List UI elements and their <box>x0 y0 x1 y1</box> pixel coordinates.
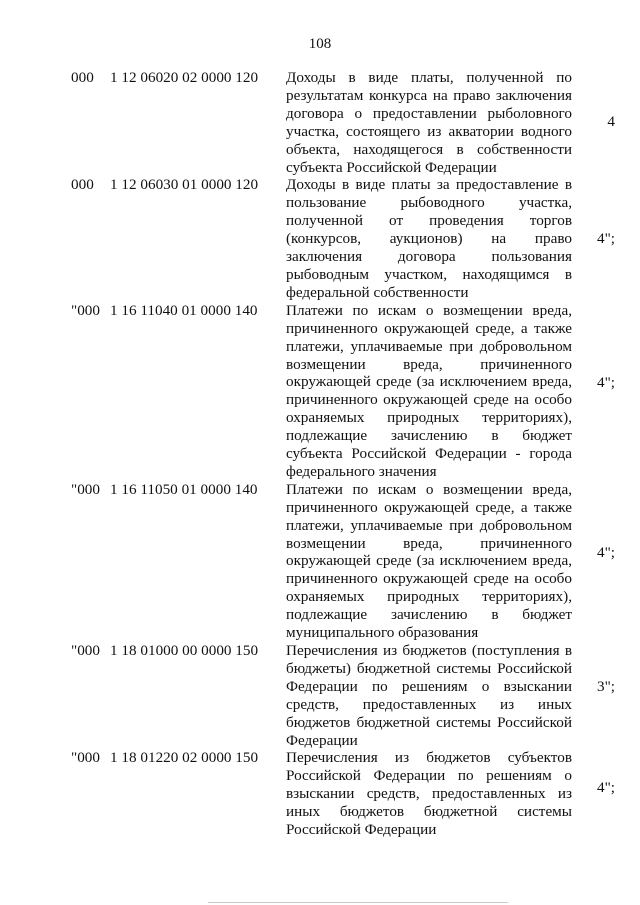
budget-classification-code: 1 12 06020 02 0000 120 <box>110 69 259 86</box>
admin-code: "000 <box>71 480 100 498</box>
standard-value: 4"; <box>596 779 615 797</box>
income-description: Доходы в виде платы за предоставление в пользование рыбоводного участка, полученной от проведения торгов (конкурсов, аукционов) на право заключения договора пользования рыбоводным участком, находящимся в федеральной собственности <box>286 176 572 301</box>
income-description: Перечисления из бюджетов (поступления в бюджеты) бюджетной системы Российской Федерации по решениям о взыскании средств, предоставленных из иных бюджетов бюджетной системы Российской Федерации <box>286 642 572 749</box>
budget-classification-code: 1 18 01220 02 0000 150 <box>110 749 259 767</box>
budget-code-table <box>0 69 640 839</box>
standard-value: 4"; <box>596 543 615 561</box>
standard-value: 4"; <box>596 230 615 248</box>
table-row <box>0 176 640 301</box>
standard-value: 4 <box>607 113 615 130</box>
income-description: Доходы в виде платы, полученной по результатам конкурса на право заключения договора о предоставлении рыболовного участка, состоящего из акватории водного объекта, находящегося в собственности субъекта Российской Федерации <box>286 69 572 176</box>
income-description: Платежи по искам о возмещении вреда, причиненного окружающей среде, а также платежи, уплачиваемые при добровольном возмещении вреда, причиненного окружающей среде (за исключением вреда, причиненного окружающей среде на особо охраняемых природных территориях), подлежащие зачислению в бюджет муниципального образования <box>286 480 572 642</box>
budget-classification-code: 1 12 06030 01 0000 120 <box>110 176 259 194</box>
income-description: Платежи по искам о возмещении вреда, причиненного окружающей среде, а также платежи, уплачиваемые при добровольном возмещении вреда, причиненного окружающей среде (за исключением вреда, причиненного окружающей среде на особо охраняемых природных территориях), подлежащие зачислению в бюджет субъекта Российской Федерации - города федерального значения <box>286 301 572 480</box>
admin-code: 000 <box>71 69 94 86</box>
table-row <box>0 481 640 642</box>
table-row <box>0 642 640 749</box>
table-row <box>0 69 640 176</box>
bottom-edge-line <box>208 902 508 903</box>
page-number: 108 <box>308 36 332 52</box>
table-row <box>0 749 640 839</box>
budget-classification-code: 1 16 11050 01 0000 140 <box>110 480 258 498</box>
admin-code: "000 <box>71 642 100 659</box>
table-row <box>0 302 640 481</box>
budget-classification-code: 1 18 01000 00 0000 150 <box>110 642 259 659</box>
income-description: Перечисления из бюджетов субъектов Российской Федерации по решениям о взыскании средств, предоставленных из иных бюджетов бюджетной системы Российской Федерации <box>286 749 572 839</box>
budget-classification-code: 1 16 11040 01 0000 140 <box>110 301 258 319</box>
admin-code: "000 <box>71 301 100 319</box>
admin-code: "000 <box>71 749 100 767</box>
admin-code: 000 <box>71 176 94 194</box>
standard-value: 4"; <box>596 373 615 391</box>
standard-value: 3"; <box>596 678 615 695</box>
